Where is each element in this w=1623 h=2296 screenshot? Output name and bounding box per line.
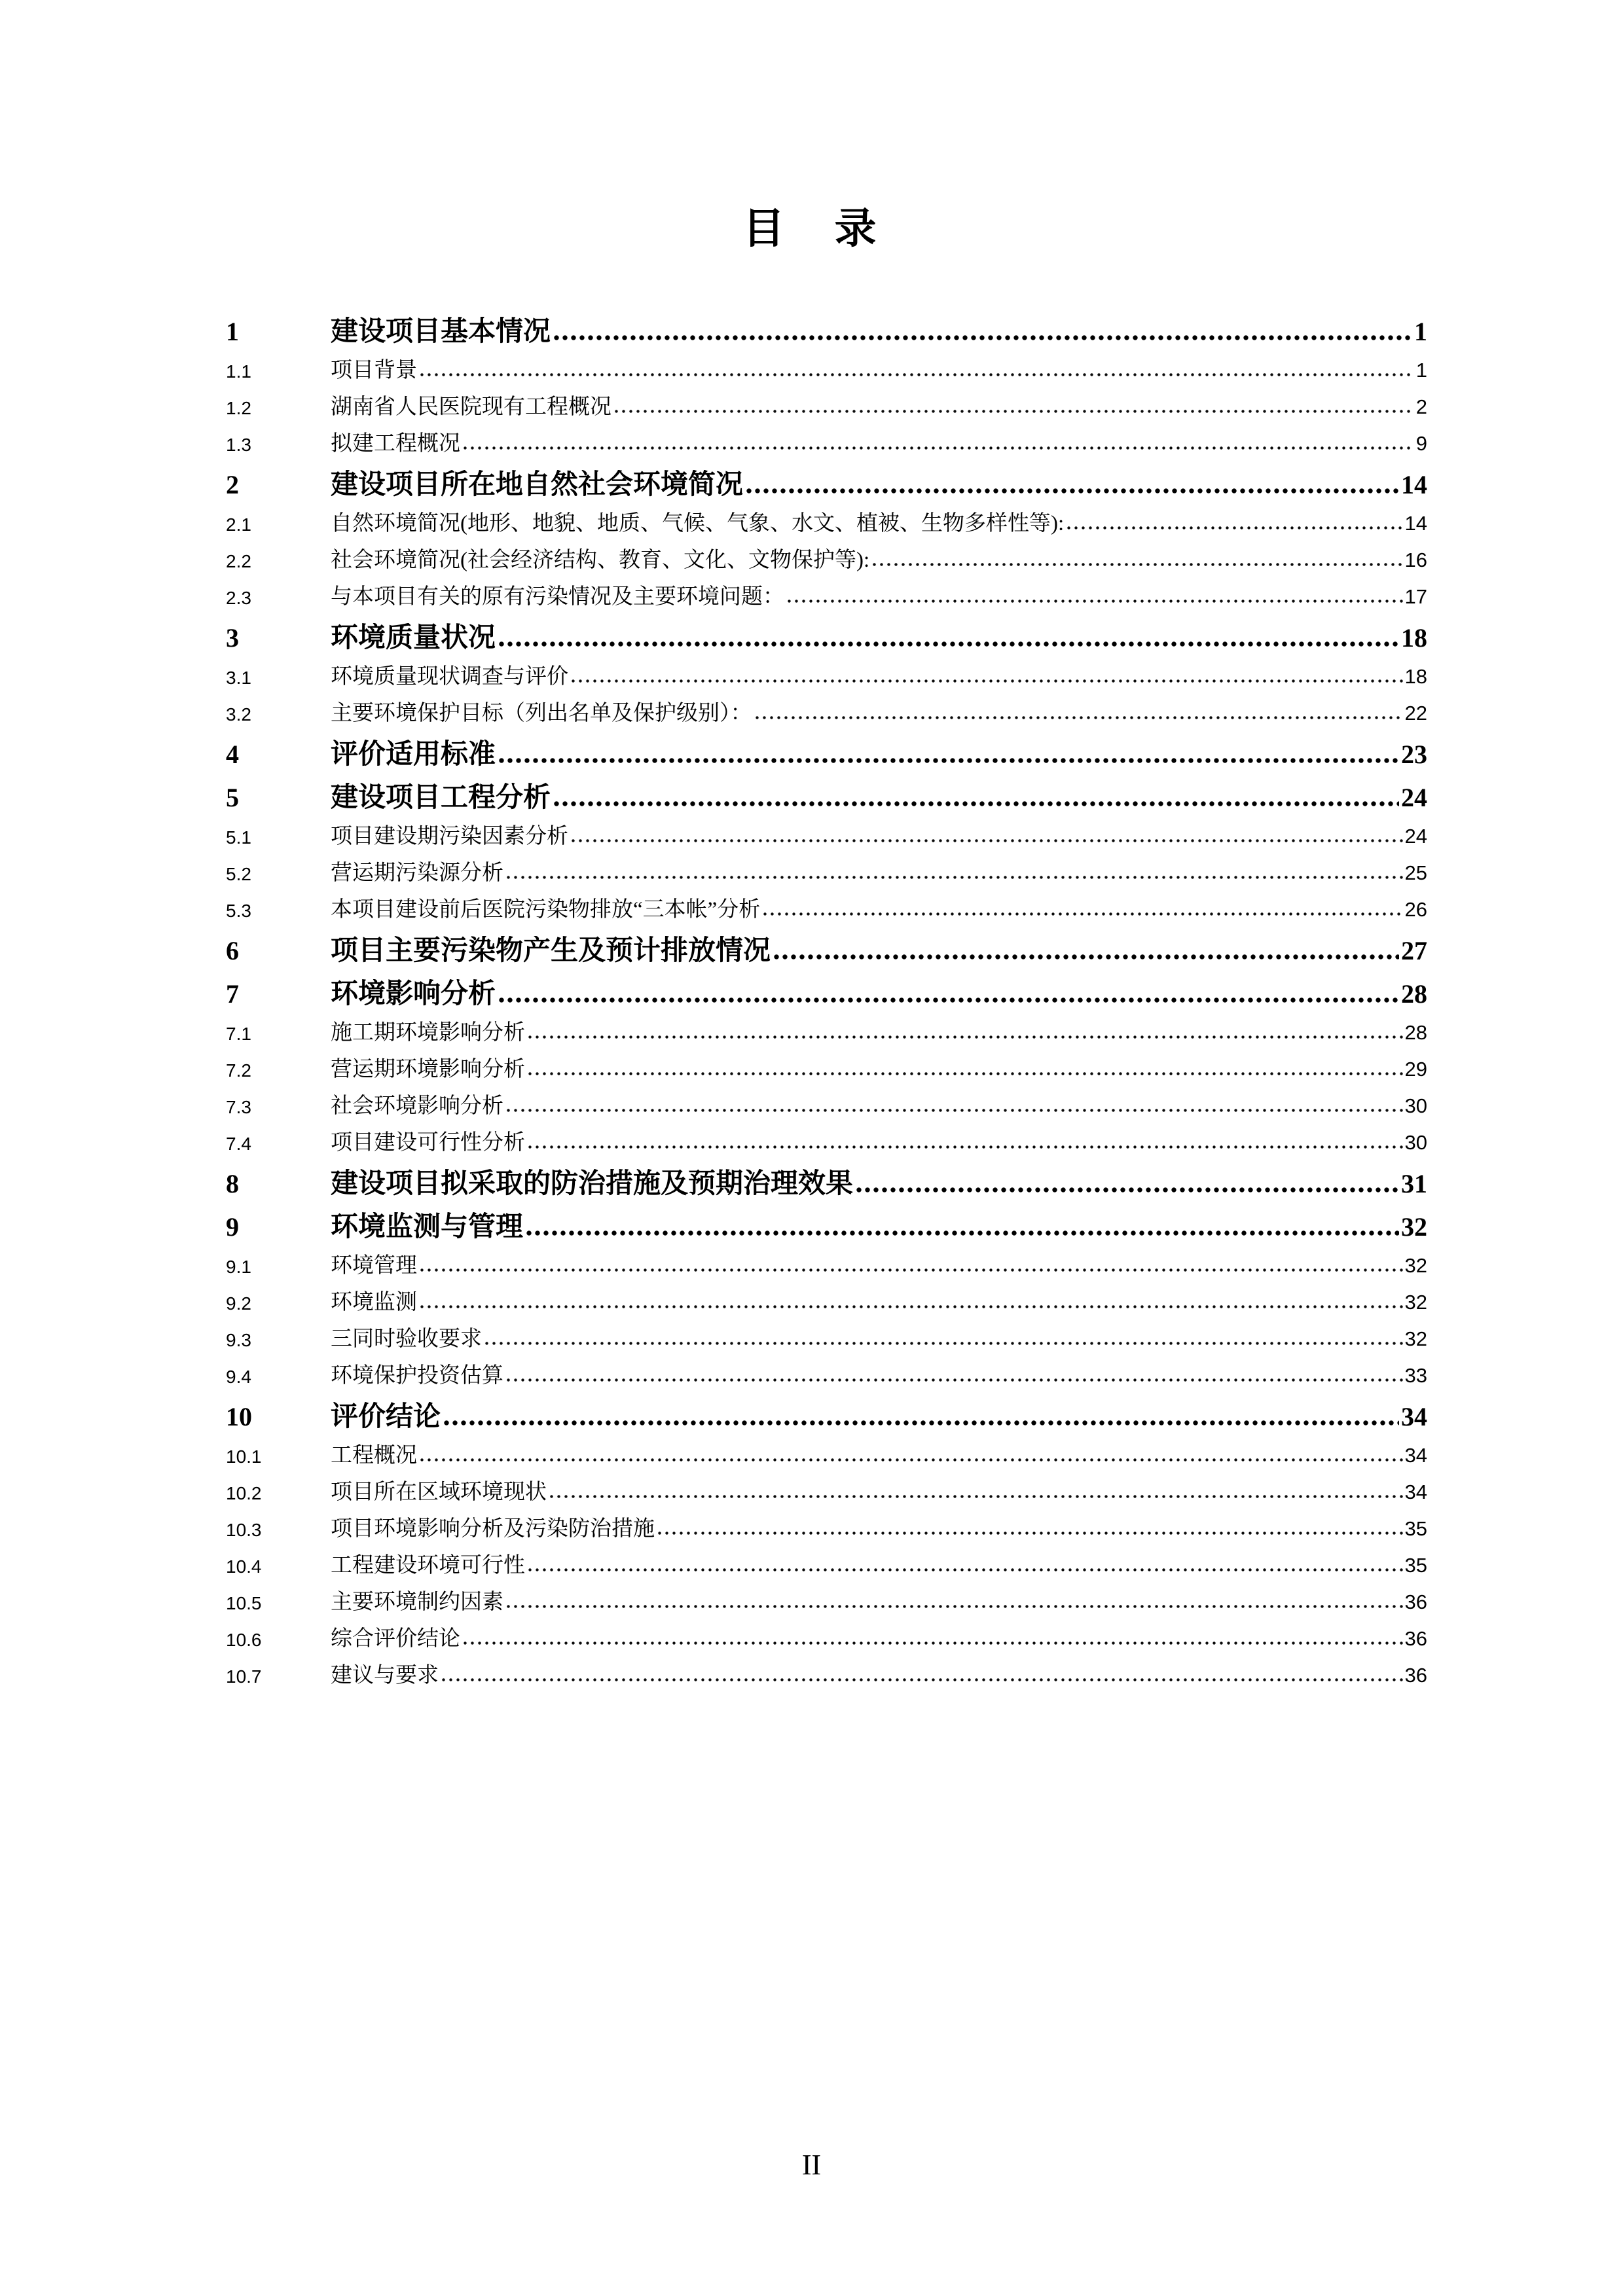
dot-leader: [611, 382, 1416, 419]
toc-entry-number: 5.2: [226, 863, 251, 884]
toc-entry-title: 建议与要求: [331, 1663, 439, 1687]
toc-entry-number: 10: [226, 1402, 252, 1431]
toc-entry-page: 36: [1404, 1590, 1427, 1614]
toc-entry-title: 自然环境简况(地形、地貌、地质、气候、气象、水文、植被、生物多样性等):: [331, 511, 1065, 535]
toc-entry-title: 工程建设环境可行性: [331, 1553, 525, 1577]
toc-entry-title: 环境影响分析: [331, 978, 496, 1008]
dot-leader: [568, 812, 1405, 848]
toc-entry[interactable]: [226, 812, 1427, 848]
toc-entry-number: 6: [226, 936, 239, 965]
toc-entry[interactable]: [226, 1278, 1427, 1314]
dot-leader: [525, 1045, 1405, 1081]
toc-entry[interactable]: [226, 1504, 1427, 1541]
toc-entry-page: 27: [1401, 936, 1427, 965]
toc-entry-page: 14: [1404, 512, 1427, 535]
dot-leader: [547, 1467, 1405, 1504]
dot-leader: [503, 848, 1405, 885]
toc-entry-page: 32: [1401, 1212, 1427, 1242]
toc-entry-page: 29: [1404, 1058, 1427, 1081]
toc-entry[interactable]: [226, 1198, 1427, 1241]
toc-entry[interactable]: [226, 885, 1427, 922]
toc-entry-page: 31: [1401, 1169, 1427, 1198]
toc-entry-number: 5: [226, 783, 239, 812]
toc-entry-title: 湖南省人民医院现有工程概况: [331, 395, 611, 419]
dot-leader: [417, 1241, 1405, 1278]
toc-entry-title: 项目环境影响分析及污染防治措施: [331, 1516, 655, 1541]
toc-entry-title: 评价适用标准: [331, 739, 496, 768]
toc-entry-title: 施工期环境影响分析: [331, 1020, 525, 1045]
toc-entry[interactable]: [226, 1045, 1427, 1081]
toc-entry-page: 32: [1404, 1254, 1427, 1278]
toc-entry-title: 社会环境影响分析: [331, 1094, 503, 1118]
toc-entry-title: 环境质量现状调查与评价: [331, 664, 568, 689]
toc-entry-page: 14: [1401, 470, 1427, 499]
toc-entry-number: 10.7: [226, 1666, 262, 1687]
dot-leader: [460, 419, 1416, 456]
toc-entry-number: 4: [226, 740, 239, 769]
toc-entry[interactable]: [226, 1241, 1427, 1278]
toc-entry-title: 建设项目所在地自然社会环境简况: [331, 469, 744, 499]
toc-entry-number: 10.1: [226, 1446, 262, 1467]
toc-entry-number: 2: [226, 470, 239, 499]
dot-leader: [496, 725, 1401, 768]
toc-entry-title: 本项目建设前后医院污染物排放“三本帐”分析: [331, 897, 761, 922]
toc-entry-title: 与本项目有关的原有污染情况及主要环境问题：: [331, 584, 784, 609]
toc-entry-page: 18: [1401, 623, 1427, 653]
toc-entry-number: 9.4: [226, 1366, 251, 1387]
toc-entry-title: 项目主要污染物产生及预计排放情况: [331, 935, 771, 965]
toc-entry-page: 35: [1404, 1554, 1427, 1577]
toc-entry-page: 2: [1415, 395, 1427, 419]
toc-entry-page: 36: [1404, 1664, 1427, 1687]
toc-entry[interactable]: [226, 1155, 1427, 1198]
toc-entry[interactable]: [226, 456, 1427, 499]
toc-entry-page: 24: [1404, 825, 1427, 848]
toc-entry[interactable]: [226, 1314, 1427, 1351]
toc-entry-number: 1.1: [226, 361, 251, 382]
toc-entry-title: 营运期环境影响分析: [331, 1057, 525, 1081]
toc-entry-title: 主要环境制约因素: [331, 1590, 503, 1614]
dot-leader: [551, 302, 1414, 346]
toc-entry-page: 25: [1404, 861, 1427, 885]
toc-entry[interactable]: [226, 572, 1427, 609]
toc-entry-title: 环境监测: [331, 1290, 417, 1314]
dot-leader: [523, 1198, 1401, 1241]
toc-entry-number: 10.5: [226, 1592, 262, 1613]
toc-entry-number: 10.2: [226, 1482, 262, 1503]
toc-entry[interactable]: [226, 652, 1427, 689]
toc-entry-number: 10.6: [226, 1629, 262, 1650]
toc-entry-title: 项目背景: [331, 358, 417, 382]
toc-entry-number: 3.2: [226, 704, 251, 725]
toc-entry-number: 3: [226, 623, 239, 653]
toc-list: [226, 302, 1427, 1687]
toc-entry-number: 9: [226, 1212, 239, 1242]
toc-entry[interactable]: [226, 499, 1427, 535]
toc-entry-number: 5.3: [226, 900, 251, 921]
dot-leader: [417, 1431, 1405, 1467]
toc-entry[interactable]: [226, 1388, 1427, 1431]
toc-entry-title: 营运期污染源分析: [331, 861, 503, 885]
toc-entry-title: 环境管理: [331, 1253, 417, 1278]
dot-leader: [784, 572, 1405, 609]
dot-leader: [655, 1504, 1405, 1541]
toc-entry-number: 2.2: [226, 550, 251, 571]
toc-entry-number: 7: [226, 979, 239, 1009]
dot-leader: [743, 456, 1401, 499]
toc-entry[interactable]: [226, 346, 1427, 382]
dot-leader: [417, 1278, 1405, 1314]
toc-entry[interactable]: [226, 1541, 1427, 1577]
dot-leader: [551, 768, 1401, 812]
toc-entry-title: 工程概况: [331, 1443, 417, 1467]
dot-leader: [496, 609, 1401, 652]
toc-entry[interactable]: [226, 382, 1427, 419]
toc-entry-page: 1: [1414, 317, 1427, 346]
toc-entry-page: 32: [1404, 1291, 1427, 1314]
toc-entry-number: 7.4: [226, 1133, 251, 1154]
toc-entry[interactable]: [226, 609, 1427, 652]
toc-entry[interactable]: [226, 1614, 1427, 1651]
toc-entry[interactable]: [226, 535, 1427, 572]
toc-entry[interactable]: [226, 689, 1427, 725]
footer-page-number: II: [801, 2149, 822, 2181]
toc-entry-page: 34: [1404, 1444, 1427, 1467]
toc-entry[interactable]: [226, 419, 1427, 456]
toc-entry-number: 7.3: [226, 1096, 251, 1117]
toc-entry[interactable]: [226, 1081, 1427, 1118]
toc-entry-page: 24: [1401, 783, 1427, 812]
toc-entry[interactable]: [226, 922, 1427, 965]
dot-leader: [525, 1118, 1405, 1155]
toc-entry-number: 10.3: [226, 1519, 262, 1540]
toc-entry-title: 项目所在区域环境现状: [331, 1480, 547, 1504]
toc-entry-number: 1: [226, 317, 239, 346]
toc-entry[interactable]: [226, 965, 1427, 1008]
toc-entry-number: 10.4: [226, 1556, 262, 1577]
toc-entry-page: 16: [1404, 548, 1427, 572]
toc-entry-title: 项目建设可行性分析: [331, 1130, 525, 1155]
toc-entry-page: 36: [1404, 1627, 1427, 1651]
dot-leader: [525, 1541, 1405, 1577]
toc-entry-page: 26: [1404, 898, 1427, 922]
dot-leader: [503, 1081, 1405, 1118]
toc-entry-page: 35: [1404, 1517, 1427, 1541]
toc-entry[interactable]: [226, 768, 1427, 812]
toc-entry-number: 3.1: [226, 667, 251, 688]
toc-entry-page: 28: [1404, 1021, 1427, 1045]
dot-leader: [441, 1388, 1401, 1431]
page-title: 目 录: [742, 205, 881, 252]
toc-entry-number: 9.3: [226, 1329, 251, 1350]
toc-entry-page: 34: [1401, 1402, 1427, 1431]
toc-entry-number: 7.1: [226, 1023, 251, 1044]
toc-entry-page: 22: [1404, 702, 1427, 725]
toc-entry-title: 建设项目拟采取的防治措施及预期治理效果: [331, 1168, 854, 1198]
toc-entry-title: 环境监测与管理: [331, 1211, 524, 1241]
toc-entry-page: 33: [1404, 1364, 1427, 1388]
toc-entry-page: 18: [1404, 665, 1427, 689]
toc-entry-number: 1.2: [226, 397, 251, 418]
toc-entry-number: 7.2: [226, 1060, 251, 1081]
toc-entry-number: 2.3: [226, 587, 251, 608]
toc-entry-number: 5.1: [226, 827, 251, 848]
toc-entry-page: 34: [1404, 1480, 1427, 1504]
toc-entry[interactable]: [226, 1651, 1427, 1687]
toc-entry-title: 评价结论: [331, 1401, 441, 1431]
toc-entry-number: 1.3: [226, 434, 251, 455]
toc-entry-title: 综合评价结论: [331, 1626, 460, 1651]
toc-entry-page: 32: [1404, 1327, 1427, 1351]
toc-entry-number: 8: [226, 1169, 239, 1198]
toc-entry-title: 环境保护投资估算: [331, 1363, 503, 1388]
toc-entry-number: 9.1: [226, 1256, 251, 1277]
toc-entry-page: 30: [1404, 1131, 1427, 1155]
toc-entry-title: 项目建设期污染因素分析: [331, 824, 568, 848]
toc-entry-page: 1: [1415, 359, 1427, 382]
dot-leader: [853, 1155, 1401, 1198]
toc-entry-title: 环境质量状况: [331, 622, 496, 652]
dot-leader: [496, 965, 1401, 1008]
dot-leader: [1064, 499, 1404, 535]
dot-leader: [439, 1651, 1405, 1687]
toc-entry[interactable]: [226, 1008, 1427, 1045]
toc-entry[interactable]: [226, 725, 1427, 768]
dot-leader: [752, 689, 1405, 725]
toc-entry-number: 2.1: [226, 514, 251, 535]
dot-leader: [869, 535, 1404, 572]
dot-leader: [568, 652, 1405, 689]
toc-entry-title: 建设项目基本情况: [331, 316, 551, 346]
toc-entry-title: 主要环境保护目标（列出名单及保护级别）：: [331, 701, 752, 725]
toc-entry-title: 拟建工程概况: [331, 431, 460, 456]
toc-entry-page: 17: [1404, 585, 1427, 609]
toc-entry-page: 9: [1415, 432, 1427, 456]
toc-entry-page: 30: [1404, 1094, 1427, 1118]
toc-entry[interactable]: [226, 1577, 1427, 1614]
toc-entry[interactable]: [226, 1118, 1427, 1155]
dot-leader: [771, 922, 1401, 965]
dot-leader: [482, 1314, 1405, 1351]
toc-entry-page: 23: [1401, 740, 1427, 769]
toc-entry[interactable]: [226, 1431, 1427, 1467]
dot-leader: [417, 346, 1416, 382]
toc-entry-title: 社会环境简况(社会经济结构、教育、文化、文物保护等):: [331, 548, 870, 572]
toc-entry-title: 三同时验收要求: [331, 1327, 482, 1351]
toc-entry-page: 28: [1401, 979, 1427, 1009]
toc-entry-title: 建设项目工程分析: [331, 782, 551, 812]
dot-leader: [503, 1351, 1405, 1388]
toc-entry[interactable]: [226, 848, 1427, 885]
dot-leader: [460, 1614, 1405, 1651]
toc-entry[interactable]: [226, 302, 1427, 346]
toc-entry[interactable]: [226, 1351, 1427, 1388]
toc-entry-number: 9.2: [226, 1293, 251, 1314]
dot-leader: [760, 885, 1404, 922]
dot-leader: [503, 1577, 1405, 1614]
toc-entry[interactable]: [226, 1467, 1427, 1504]
dot-leader: [525, 1008, 1405, 1045]
